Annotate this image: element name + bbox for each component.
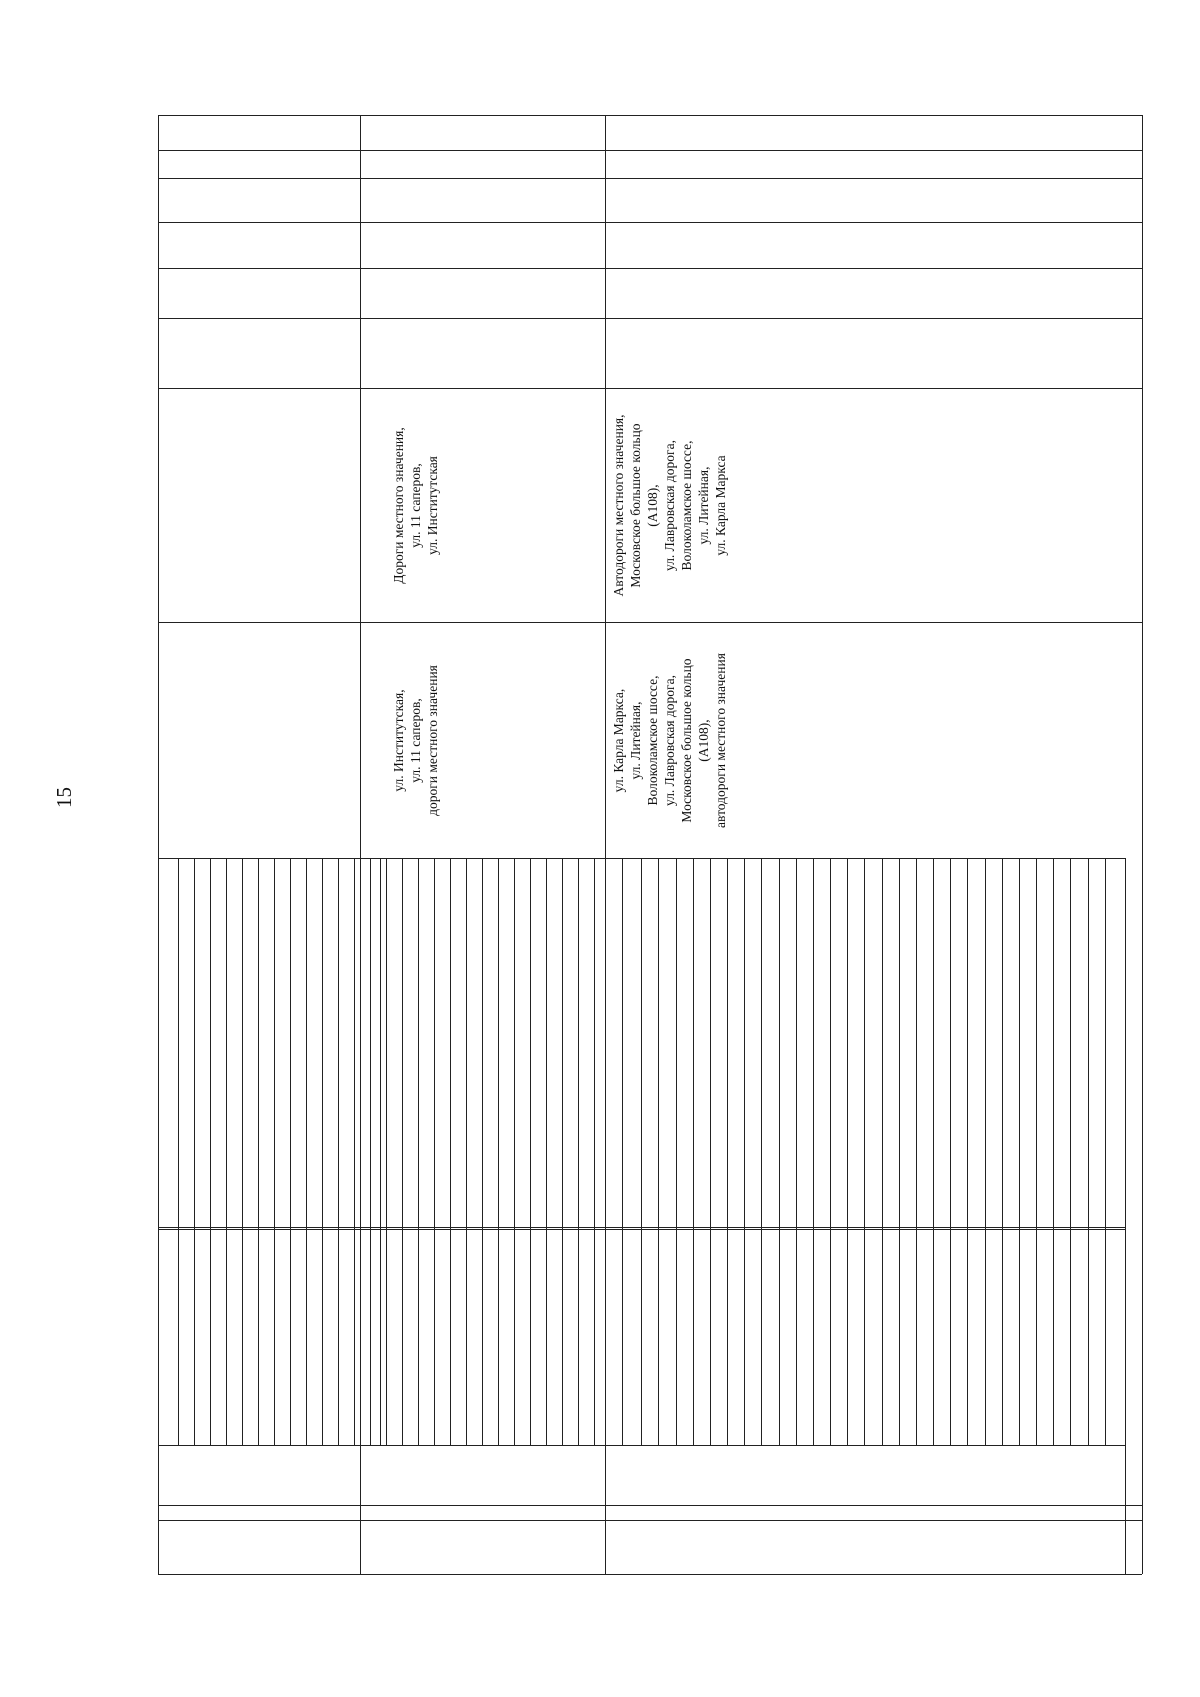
stop-name bbox=[213, 866, 229, 1220]
regularity bbox=[612, 322, 630, 382]
stop-name bbox=[762, 866, 778, 1220]
stop-name bbox=[694, 866, 710, 1220]
stop-name bbox=[451, 1236, 466, 1438]
stop-name bbox=[483, 1236, 498, 1438]
stop-name bbox=[263, 866, 279, 1220]
stop-name bbox=[435, 1236, 450, 1438]
street-name: ул. Лавровская дорога, bbox=[662, 675, 677, 806]
street-name: ул. Институтская bbox=[425, 456, 440, 555]
page-number: 15 bbox=[52, 787, 76, 808]
stop-name bbox=[412, 866, 428, 1220]
stop-name bbox=[545, 866, 561, 1220]
table-right-line bbox=[1125, 858, 1126, 1574]
stop-name bbox=[745, 866, 761, 1220]
stop-name bbox=[163, 1236, 178, 1438]
stop-name bbox=[848, 866, 864, 1220]
street-name: дороги местного значения bbox=[425, 665, 440, 816]
street-name: Дороги местного значения, bbox=[391, 427, 406, 584]
stop-name bbox=[578, 866, 594, 1220]
stop-name bbox=[163, 866, 179, 1220]
column-divider bbox=[360, 150, 1142, 151]
stop-name bbox=[711, 866, 727, 1220]
street-name: Московское большое кольцо bbox=[679, 658, 694, 823]
stop-name bbox=[195, 1236, 210, 1438]
stop-name bbox=[1003, 1236, 1019, 1438]
stop-name bbox=[594, 866, 610, 1220]
stop-name bbox=[395, 866, 411, 1220]
vehicle-type bbox=[390, 226, 408, 262]
stop-name bbox=[831, 1236, 847, 1438]
stop-name bbox=[495, 866, 511, 1220]
stop-name bbox=[677, 1236, 693, 1438]
column-divider bbox=[360, 178, 1142, 179]
stop-name bbox=[595, 1236, 610, 1438]
column-divider bbox=[158, 1520, 1142, 1521]
stop-name bbox=[296, 866, 312, 1220]
stop-name bbox=[1054, 1236, 1070, 1438]
street-name: Волоколамское шоссе, bbox=[645, 675, 660, 806]
street-name: ул. Литейная, bbox=[696, 466, 711, 545]
stop-name bbox=[745, 1236, 761, 1438]
streets-backward bbox=[390, 393, 450, 618]
stop-name bbox=[625, 1236, 641, 1438]
street-name: Волоколамское шоссе, bbox=[679, 440, 694, 571]
stop-name bbox=[1020, 866, 1036, 1220]
column-divider bbox=[158, 222, 360, 223]
stop-name bbox=[677, 866, 693, 1220]
stop-name bbox=[428, 866, 444, 1220]
route-number bbox=[609, 1530, 627, 1566]
stop-name bbox=[951, 1236, 967, 1438]
stop-name bbox=[780, 866, 796, 1220]
stop-name bbox=[339, 1236, 354, 1438]
stop-name bbox=[642, 866, 658, 1220]
stop-name bbox=[259, 1236, 274, 1438]
stop-name bbox=[307, 1236, 322, 1438]
stop-name bbox=[243, 1236, 258, 1438]
stop-name bbox=[797, 866, 813, 1220]
stop-name bbox=[246, 866, 262, 1220]
stop-name bbox=[1106, 866, 1122, 1220]
stop-name bbox=[917, 866, 933, 1220]
stop-name bbox=[362, 866, 378, 1220]
street-name: (А108), bbox=[696, 719, 711, 762]
stop-name bbox=[1071, 866, 1087, 1220]
stop-name bbox=[659, 866, 675, 1220]
column-divider bbox=[158, 318, 360, 319]
table-edge-left bbox=[158, 1574, 1142, 1575]
street-name: автодороги местного значения bbox=[713, 653, 728, 828]
stop-name bbox=[883, 866, 899, 1220]
stop-name bbox=[694, 1236, 710, 1438]
stop-name bbox=[900, 1236, 916, 1438]
stop-name bbox=[1071, 1236, 1087, 1438]
route-number bbox=[384, 1530, 402, 1566]
stop-name bbox=[379, 866, 395, 1220]
stop-name bbox=[728, 1236, 744, 1438]
regularity bbox=[390, 322, 408, 382]
stop-name bbox=[515, 1236, 530, 1438]
street-name: ул. Лавровская дорога, bbox=[662, 440, 677, 571]
stop-name bbox=[831, 866, 847, 1220]
stop-name bbox=[371, 1236, 386, 1438]
column-divider bbox=[360, 388, 1142, 389]
stop-name bbox=[229, 866, 245, 1220]
stop-name bbox=[814, 1236, 830, 1438]
vehicle-count bbox=[390, 182, 408, 212]
stop-name bbox=[934, 866, 950, 1220]
stop-name bbox=[1089, 1236, 1105, 1438]
table-right-edge bbox=[1142, 115, 1143, 1574]
stop-name bbox=[1037, 866, 1053, 1220]
streets-forward bbox=[610, 628, 735, 853]
street-name: ул. Карла Маркса, bbox=[611, 688, 626, 793]
stop-name bbox=[579, 1236, 594, 1438]
stop-name bbox=[1089, 866, 1105, 1220]
column-divider bbox=[360, 318, 1142, 319]
stop-name bbox=[312, 866, 328, 1220]
stop-name bbox=[865, 866, 881, 1220]
stop-name bbox=[478, 866, 494, 1220]
streets-forward bbox=[390, 628, 450, 853]
tariff bbox=[612, 272, 630, 312]
stop-name bbox=[968, 1236, 984, 1438]
stop-name bbox=[797, 1236, 813, 1438]
stop-name bbox=[951, 866, 967, 1220]
street-name: (А108), bbox=[645, 484, 660, 527]
street-name: ул. 11 саперов, bbox=[408, 463, 423, 548]
stop-name bbox=[642, 1236, 658, 1438]
stop-name bbox=[511, 866, 527, 1220]
stop-name bbox=[625, 866, 641, 1220]
stop-name bbox=[403, 1236, 418, 1438]
stop-name bbox=[848, 1236, 864, 1438]
stop-name bbox=[291, 1236, 306, 1438]
stop-name bbox=[563, 1236, 578, 1438]
column-divider bbox=[158, 178, 360, 179]
stop-name bbox=[467, 1236, 482, 1438]
vehicle-class bbox=[612, 152, 630, 176]
stop-name bbox=[528, 866, 544, 1220]
stop-name bbox=[323, 1236, 338, 1438]
stop-name bbox=[329, 866, 345, 1220]
stop-name bbox=[387, 1236, 402, 1438]
vehicle-class bbox=[390, 152, 408, 176]
column-divider bbox=[360, 268, 1142, 269]
stop-name bbox=[883, 1236, 899, 1438]
column-divider bbox=[158, 388, 360, 389]
stop-name bbox=[211, 1236, 226, 1438]
stop-name bbox=[275, 1236, 290, 1438]
stop-name bbox=[1003, 866, 1019, 1220]
column-divider bbox=[158, 150, 360, 151]
street-name: Автодороги местного значения, bbox=[611, 414, 626, 597]
stop-name bbox=[179, 1236, 194, 1438]
street-name: Московское большое кольцо bbox=[628, 423, 643, 588]
stop-name bbox=[499, 1236, 514, 1438]
stop-name bbox=[462, 866, 478, 1220]
stop-name bbox=[900, 866, 916, 1220]
stop-name bbox=[780, 1236, 796, 1438]
stop-name bbox=[1054, 866, 1070, 1220]
stop-name bbox=[659, 1236, 675, 1438]
stop-name bbox=[1106, 1236, 1122, 1438]
stop-name bbox=[180, 866, 196, 1220]
stop-name bbox=[865, 1236, 881, 1438]
stop-name bbox=[547, 1236, 562, 1438]
tariff bbox=[390, 272, 408, 312]
street-name: ул. 11 саперов, bbox=[408, 698, 423, 783]
stop-name bbox=[728, 866, 744, 1220]
stop-name bbox=[986, 1236, 1002, 1438]
street-name: ул. Карла Маркса bbox=[713, 455, 728, 556]
column-divider bbox=[158, 1505, 1142, 1506]
stop-name bbox=[355, 1236, 370, 1438]
vehicle-type bbox=[612, 226, 630, 262]
stop-name bbox=[419, 1236, 434, 1438]
stop-name bbox=[1020, 1236, 1036, 1438]
vehicle-count bbox=[612, 182, 630, 212]
stop-name bbox=[762, 1236, 778, 1438]
stop-name bbox=[227, 1236, 242, 1438]
street-name: ул. Институтская, bbox=[391, 689, 406, 792]
stop-name bbox=[917, 1236, 933, 1438]
stop-name bbox=[814, 866, 830, 1220]
stop-name bbox=[445, 866, 461, 1220]
street-name: ул. Литейная, bbox=[628, 701, 643, 780]
column-divider bbox=[360, 622, 1142, 623]
stop-name bbox=[986, 866, 1002, 1220]
stop-name bbox=[561, 866, 577, 1220]
table-left-line bbox=[158, 115, 159, 1574]
stop-name bbox=[346, 866, 362, 1220]
stops-bottom-line bbox=[158, 1445, 1125, 1446]
table-edge-right bbox=[158, 115, 1142, 116]
column-divider bbox=[158, 268, 360, 269]
stop-name bbox=[968, 866, 984, 1220]
column-divider bbox=[360, 222, 1142, 223]
stop-name bbox=[279, 866, 295, 1220]
stop-name bbox=[711, 1236, 727, 1438]
stop-name bbox=[934, 1236, 950, 1438]
streets-backward bbox=[610, 393, 735, 618]
column-divider bbox=[158, 622, 360, 623]
stop-name bbox=[531, 1236, 546, 1438]
stop-name bbox=[196, 866, 212, 1220]
stop-name bbox=[1037, 1236, 1053, 1438]
